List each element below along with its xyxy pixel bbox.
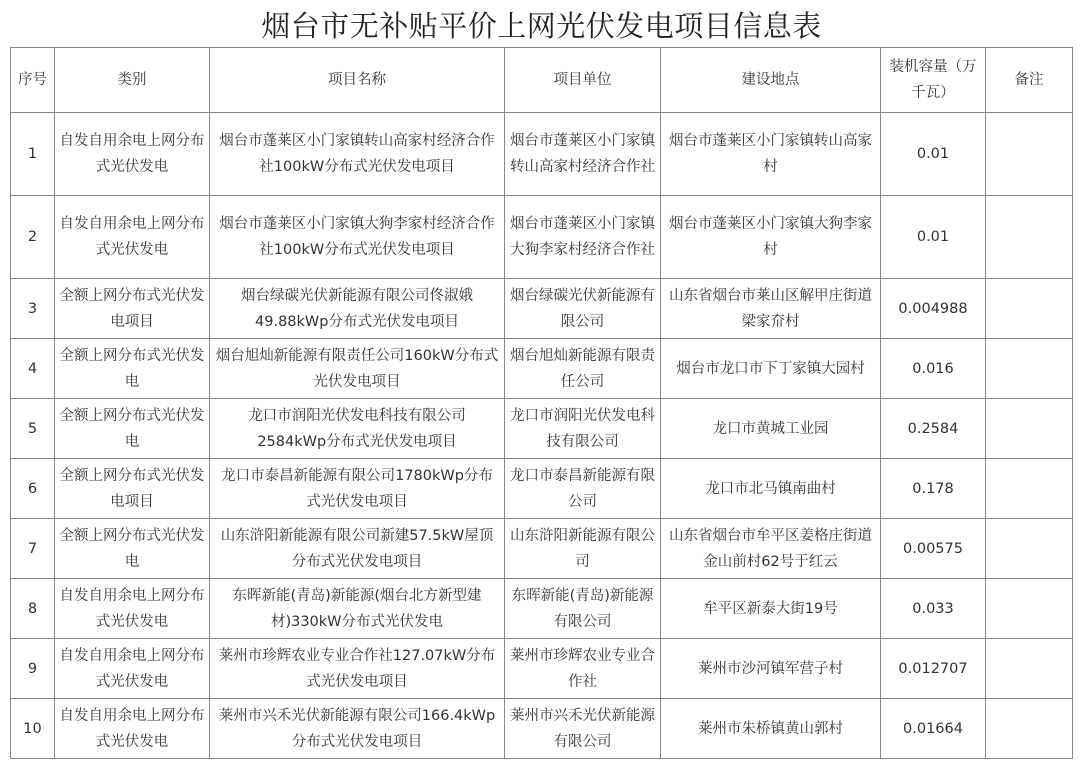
table-row (11, 399, 1073, 459)
cell-type: 自发自用余电上网分布式光伏发电 (55, 639, 210, 699)
cell-no: 9 (11, 639, 55, 699)
table-row (11, 579, 1073, 639)
cell-location: 龙口市北马镇南曲村 (661, 459, 881, 519)
cell-capacity: 0.00575 (881, 519, 986, 579)
cell-remark (986, 399, 1073, 459)
cell-capacity: 0.2584 (881, 399, 986, 459)
cell-unit: 龙口市润阳光伏发电科技有限公司 (505, 399, 661, 459)
table-row (11, 339, 1073, 399)
table-row (11, 279, 1073, 339)
cell-type: 自发自用余电上网分布式光伏发电 (55, 699, 210, 759)
cell-capacity: 0.178 (881, 459, 986, 519)
cell-location: 烟台市蓬莱区小门家镇转山高家村 (661, 113, 881, 196)
page-title: 烟台市无补贴平价上网光伏发电项目信息表 (261, 9, 822, 43)
project-info-table (10, 47, 1073, 759)
cell-unit: 莱州市兴禾光伏新能源有限公司 (505, 699, 661, 759)
cell-remark (986, 699, 1073, 759)
cell-remark (986, 113, 1073, 196)
cell-type: 全额上网分布式光伏发电项目 (55, 279, 210, 339)
cell-location: 烟台市蓬莱区小门家镇大狗李家村 (661, 196, 881, 279)
table-row (11, 519, 1073, 579)
cell-unit: 东晖新能(青岛)新能源有限公司 (505, 579, 661, 639)
cell-type: 全额上网分布式光伏发电 (55, 339, 210, 399)
cell-name: 烟台旭灿新能源有限责任公司160kW分布式光伏发电项目 (210, 339, 505, 399)
cell-name: 莱州市珍辉农业专业合作社127.07kW分布式光伏发电项目 (210, 639, 505, 699)
cell-name: 山东浒阳新能源有限公司新建57.5kW屋顶分布式光伏发电项目 (210, 519, 505, 579)
table-row (11, 196, 1073, 279)
cell-no: 6 (11, 459, 55, 519)
cell-location: 山东省烟台市牟平区姜格庄街道金山前村62号于红云 (661, 519, 881, 579)
cell-name: 烟台绿碳光伏新能源有限公司佟淑娥49.88kWp分布式光伏发电项目 (210, 279, 505, 339)
cell-capacity: 0.01 (881, 113, 986, 196)
cell-type: 全额上网分布式光伏发电 (55, 519, 210, 579)
cell-type: 自发自用余电上网分布式光伏发电 (55, 579, 210, 639)
cell-type: 自发自用余电上网分布式光伏发电 (55, 196, 210, 279)
table-row (11, 639, 1073, 699)
header-location: 建设地点 (661, 48, 881, 113)
cell-capacity: 0.004988 (881, 279, 986, 339)
header-unit: 项目单位 (505, 48, 661, 113)
cell-no: 4 (11, 339, 55, 399)
cell-location: 山东省烟台市莱山区解甲庄街道梁家夼村 (661, 279, 881, 339)
table-row (11, 699, 1073, 759)
cell-remark (986, 579, 1073, 639)
cell-no: 7 (11, 519, 55, 579)
cell-capacity: 0.016 (881, 339, 986, 399)
cell-capacity: 0.012707 (881, 639, 986, 699)
cell-remark (986, 519, 1073, 579)
cell-name: 莱州市兴禾光伏新能源有限公司166.4kWp分布式光伏发电项目 (210, 699, 505, 759)
cell-no: 3 (11, 279, 55, 339)
cell-no: 2 (11, 196, 55, 279)
cell-remark (986, 459, 1073, 519)
cell-remark (986, 639, 1073, 699)
cell-name: 东晖新能(青岛)新能源(烟台北方新型建材)330kW分布式光伏发电 (210, 579, 505, 639)
header-no: 序号 (11, 48, 55, 113)
cell-remark (986, 196, 1073, 279)
header-type: 类别 (55, 48, 210, 113)
cell-remark (986, 279, 1073, 339)
cell-location: 龙口市黄城工业园 (661, 399, 881, 459)
cell-unit: 烟台旭灿新能源有限责任公司 (505, 339, 661, 399)
cell-capacity: 0.01 (881, 196, 986, 279)
cell-unit: 烟台市蓬莱区小门家镇转山高家村经济合作社 (505, 113, 661, 196)
cell-remark (986, 339, 1073, 399)
cell-location: 牟平区新泰大街19号 (661, 579, 881, 639)
cell-unit: 山东浒阳新能源有限公司 (505, 519, 661, 579)
table-row (11, 113, 1073, 196)
cell-location: 莱州市朱桥镇黄山郭村 (661, 699, 881, 759)
table-row (11, 459, 1073, 519)
header-name: 项目名称 (210, 48, 505, 113)
header-remark: 备注 (986, 48, 1073, 113)
header-capacity: 装机容量（万千瓦） (881, 48, 986, 113)
cell-no: 1 (11, 113, 55, 196)
cell-no: 8 (11, 579, 55, 639)
cell-type: 全额上网分布式光伏发电 (55, 399, 210, 459)
cell-unit: 烟台绿碳光伏新能源有限公司 (505, 279, 661, 339)
cell-location: 莱州市沙河镇军营子村 (661, 639, 881, 699)
cell-capacity: 0.033 (881, 579, 986, 639)
cell-no: 10 (11, 699, 55, 759)
cell-name: 龙口市泰昌新能源有限公司1780kWp分布式光伏发电项目 (210, 459, 505, 519)
cell-location: 烟台市龙口市下丁家镇大园村 (661, 339, 881, 399)
cell-unit: 龙口市泰昌新能源有限公司 (505, 459, 661, 519)
cell-type: 自发自用余电上网分布式光伏发电 (55, 113, 210, 196)
cell-unit: 烟台市蓬莱区小门家镇大狗李家村经济合作社 (505, 196, 661, 279)
cell-type: 全额上网分布式光伏发电项目 (55, 459, 210, 519)
cell-unit: 莱州市珍辉农业专业合作社 (505, 639, 661, 699)
cell-capacity: 0.01664 (881, 699, 986, 759)
cell-name: 龙口市润阳光伏发电科技有限公司2584kWp分布式光伏发电项目 (210, 399, 505, 459)
cell-name: 烟台市蓬莱区小门家镇大狗李家村经济合作社100kW分布式光伏发电项目 (210, 196, 505, 279)
cell-name: 烟台市蓬莱区小门家镇转山高家村经济合作社100kW分布式光伏发电项目 (210, 113, 505, 196)
cell-no: 5 (11, 399, 55, 459)
header-row (11, 48, 1073, 113)
